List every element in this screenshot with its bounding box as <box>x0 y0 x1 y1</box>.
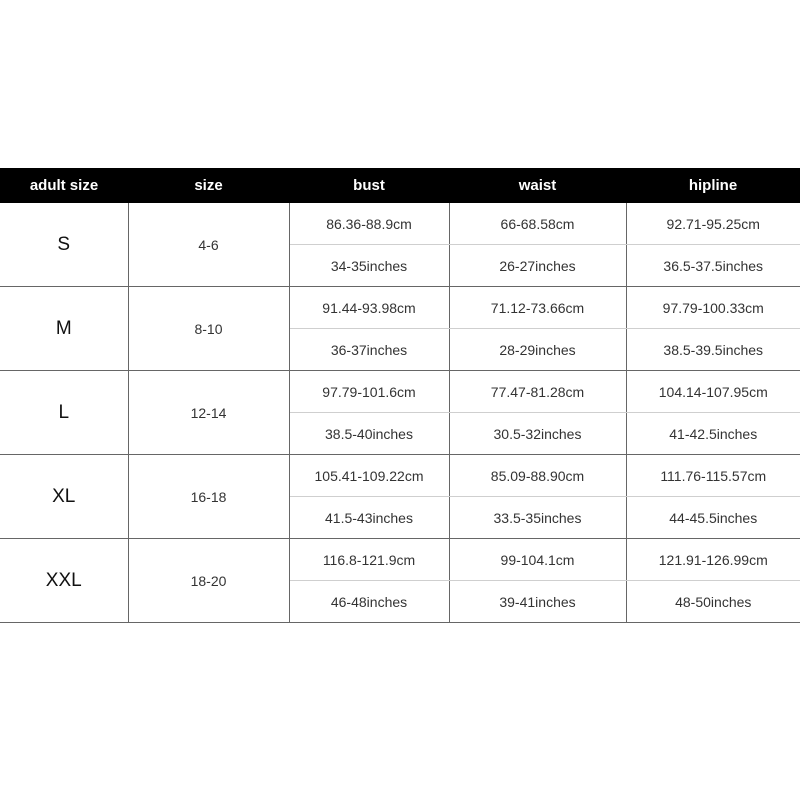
bust-cm-cell: 86.36-88.9cm <box>289 203 449 245</box>
bust-inches-cell: 34-35inches <box>289 245 449 287</box>
table-row <box>0 287 800 329</box>
size-range-cell: 4-6 <box>128 203 289 287</box>
header-bust: bust <box>289 168 449 203</box>
hipline-cm-cell: 111.76-115.57cm <box>626 455 800 497</box>
table-row <box>0 539 800 581</box>
hipline-inches-cell: 44-45.5inches <box>626 497 800 539</box>
waist-cm-cell: 85.09-88.90cm <box>449 455 626 497</box>
header-size: size <box>128 168 289 203</box>
bust-cm-cell: 116.8-121.9cm <box>289 539 449 581</box>
table-header <box>0 168 800 203</box>
header-hipline: hipline <box>626 168 800 203</box>
size-range-cell: 18-20 <box>128 539 289 623</box>
hipline-cm-cell: 104.14-107.95cm <box>626 371 800 413</box>
size-range-cell: 12-14 <box>128 371 289 455</box>
waist-inches-cell: 33.5-35inches <box>449 497 626 539</box>
bust-cm-cell: 97.79-101.6cm <box>289 371 449 413</box>
hipline-cm-cell: 97.79-100.33cm <box>626 287 800 329</box>
adult-size-cell: XL <box>0 455 128 539</box>
bust-cm-cell: 105.41-109.22cm <box>289 455 449 497</box>
size-range-cell: 16-18 <box>128 455 289 539</box>
size-range-cell: 8-10 <box>128 287 289 371</box>
size-chart-table <box>0 168 800 623</box>
hipline-inches-cell: 38.5-39.5inches <box>626 329 800 371</box>
bust-inches-cell: 46-48inches <box>289 581 449 623</box>
header-row <box>0 168 800 203</box>
bust-inches-cell: 36-37inches <box>289 329 449 371</box>
waist-inches-cell: 28-29inches <box>449 329 626 371</box>
waist-inches-cell: 26-27inches <box>449 245 626 287</box>
waist-inches-cell: 39-41inches <box>449 581 626 623</box>
hipline-inches-cell: 41-42.5inches <box>626 413 800 455</box>
waist-cm-cell: 99-104.1cm <box>449 539 626 581</box>
adult-size-cell: XXL <box>0 539 128 623</box>
waist-inches-cell: 30.5-32inches <box>449 413 626 455</box>
hipline-cm-cell: 92.71-95.25cm <box>626 203 800 245</box>
header-waist: waist <box>449 168 626 203</box>
adult-size-cell: M <box>0 287 128 371</box>
hipline-inches-cell: 48-50inches <box>626 581 800 623</box>
bust-inches-cell: 41.5-43inches <box>289 497 449 539</box>
adult-size-cell: L <box>0 371 128 455</box>
waist-cm-cell: 77.47-81.28cm <box>449 371 626 413</box>
bust-cm-cell: 91.44-93.98cm <box>289 287 449 329</box>
waist-cm-cell: 66-68.58cm <box>449 203 626 245</box>
table-row <box>0 203 800 245</box>
bust-inches-cell: 38.5-40inches <box>289 413 449 455</box>
hipline-inches-cell: 36.5-37.5inches <box>626 245 800 287</box>
hipline-cm-cell: 121.91-126.99cm <box>626 539 800 581</box>
header-adult-size: adult size <box>0 168 128 203</box>
waist-cm-cell: 71.12-73.66cm <box>449 287 626 329</box>
table-row <box>0 455 800 497</box>
table-row <box>0 371 800 413</box>
table-body <box>0 203 800 623</box>
adult-size-cell: S <box>0 203 128 287</box>
